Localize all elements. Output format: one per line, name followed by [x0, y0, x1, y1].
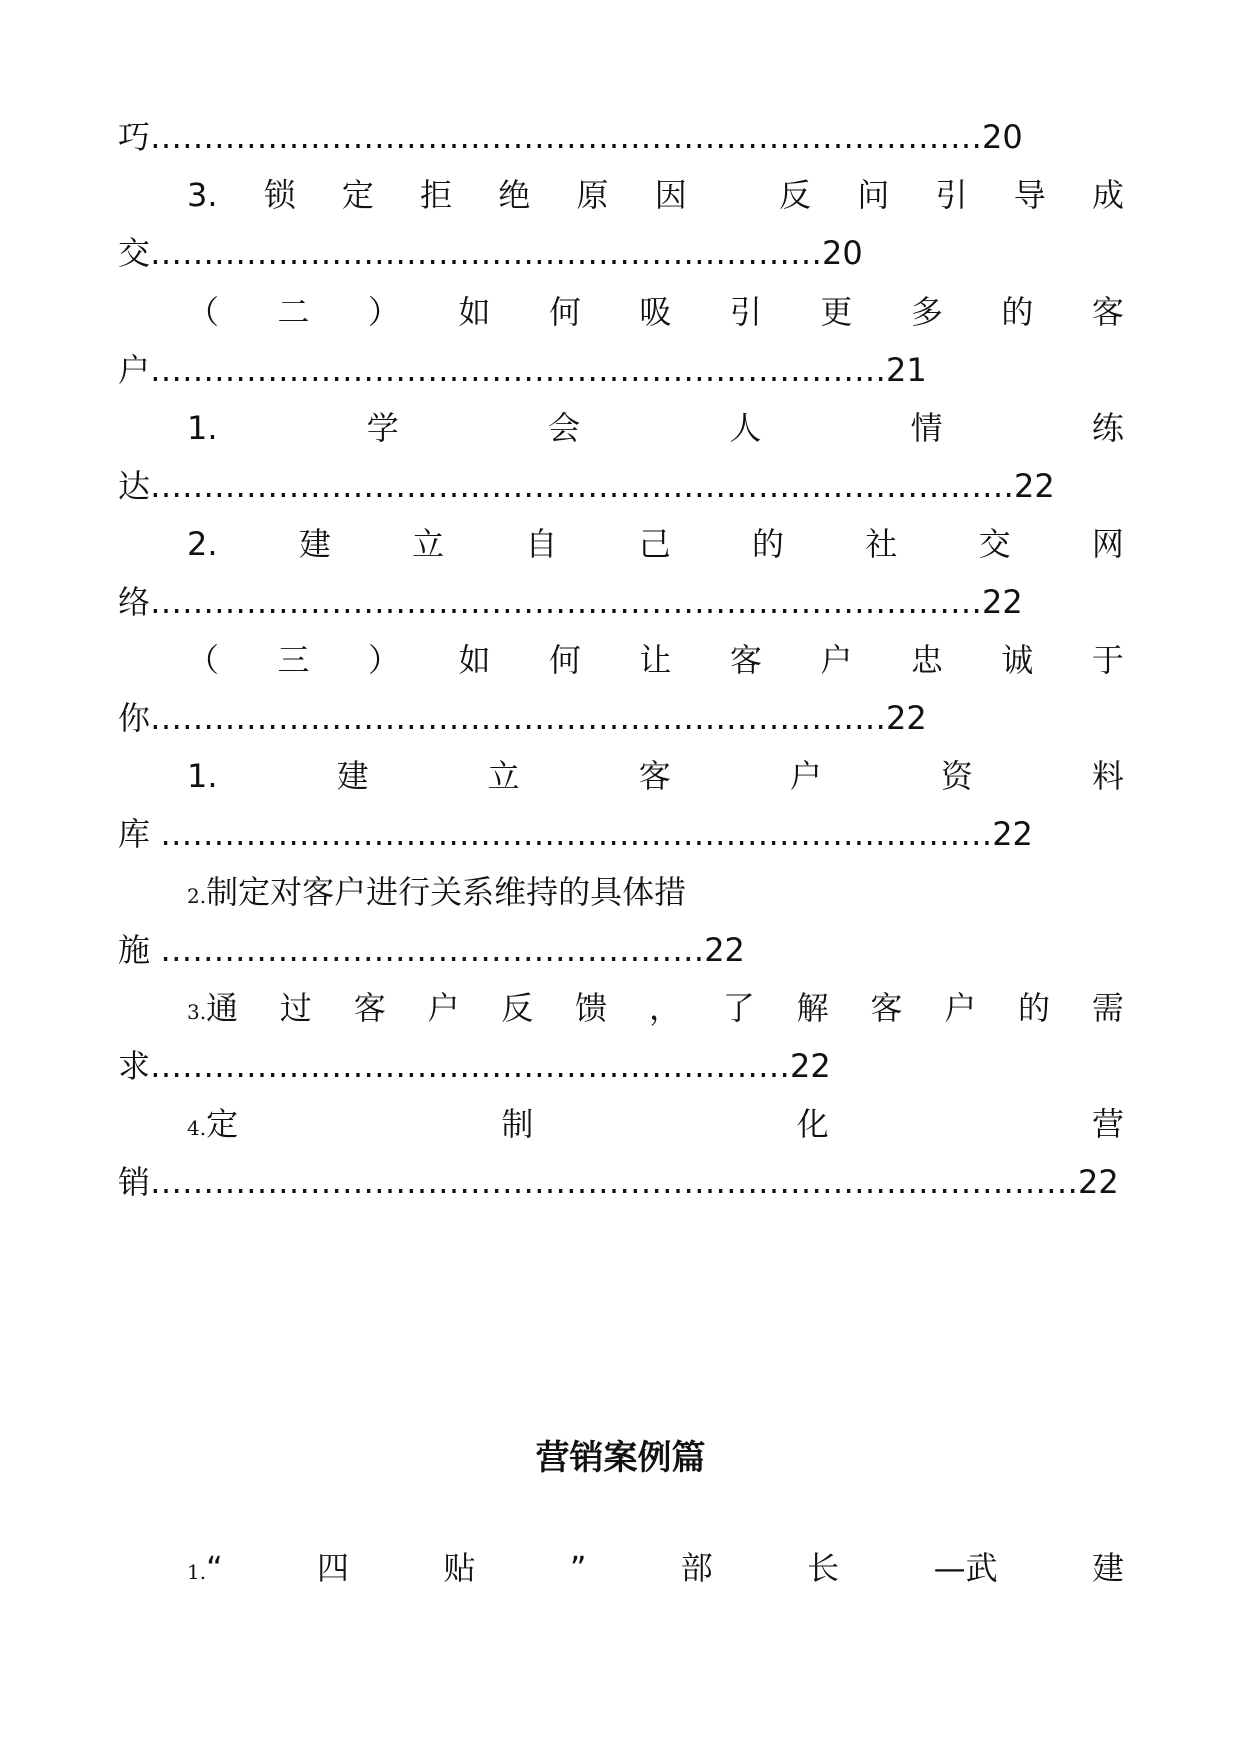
toc-entry: （ 二 ） 如 何 吸 引 更 多 的 客	[187, 293, 1124, 331]
toc-entry: （ 三 ） 如 何 让 客 户 忠 诚 于	[187, 641, 1124, 679]
toc-entry-continuation: 库 ……………………………………………………………………22	[118, 815, 1033, 853]
toc-entry-continuation: 交………………………………………………………20	[118, 234, 863, 272]
toc-entry: 3. 锁 定 拒 绝 原 因 反 问 引 导 成	[187, 176, 1124, 214]
toc-entry-continuation: 施 ……………………………………………22	[118, 931, 745, 969]
toc-entry: 2. 建 立 自 己 的 社 交 网	[187, 525, 1124, 563]
toc-entry-continuation: 销……………………………………………………………………………22	[118, 1163, 1119, 1201]
toc-entry-continuation: 达………………………………………………………………………22	[118, 467, 1055, 505]
case-entry: 1.“ 四 贴 ” 部 长 —武 建	[187, 1549, 1124, 1587]
toc-entry-continuation: 巧……………………………………………………………………20	[118, 118, 1023, 156]
section-heading: 营销案例篇	[535, 1438, 706, 1478]
toc-entry-continuation: 户……………………………………………………………21	[118, 351, 927, 389]
toc-entry: 4.定 制 化 营	[187, 1105, 1124, 1143]
toc-entry: 3.通 过 客 户 反 馈 ， 了 解 客 户 的 需	[187, 989, 1124, 1027]
toc-entry: 1. 学 会 人 情 练	[187, 409, 1124, 447]
toc-entry: 2.制定对客户进行关系维持的具体措	[187, 873, 687, 911]
toc-entry: 1. 建 立 客 户 资 料	[187, 757, 1124, 795]
toc-entry-continuation: 你……………………………………………………………22	[118, 699, 927, 737]
toc-entry-continuation: 络……………………………………………………………………22	[118, 583, 1023, 621]
toc-entry-continuation: 求……………………………………………………22	[118, 1047, 831, 1085]
